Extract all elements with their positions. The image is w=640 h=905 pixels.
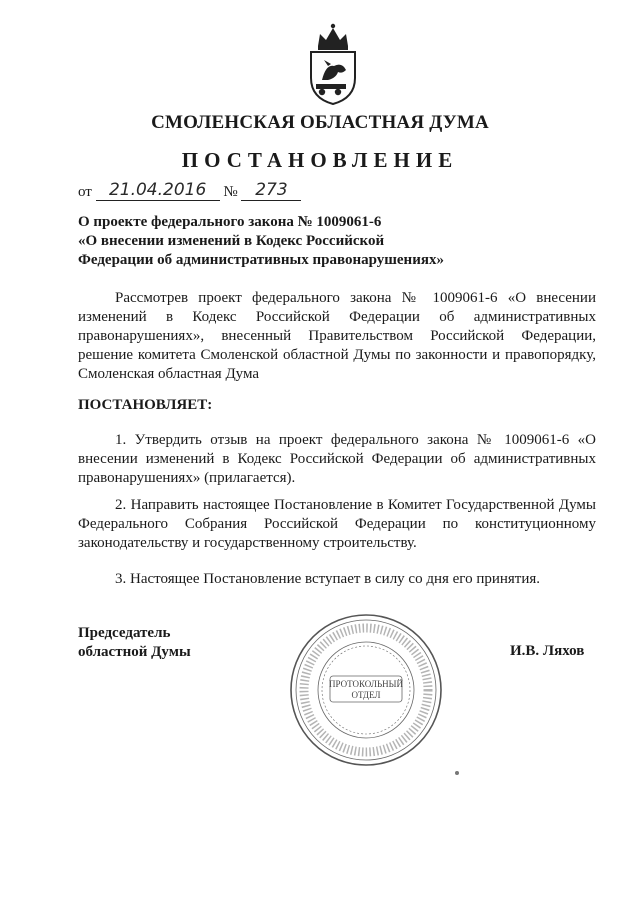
subject-line: «О внесении изменений в Кодекс Российской — [78, 233, 385, 249]
subject-line: О проекте федерального закона № 1009061-6 — [78, 214, 382, 230]
handwritten-number: 273 — [241, 180, 301, 201]
signatory-title-line: областной Думы — [78, 644, 191, 660]
resolution-item-1: 1. Утвердить отзыв на проект федерального закона № 1009061-6 «О внесении изменений в Кодекс Российской Федерации об административных правонарушениях» (прилагается). — [78, 432, 596, 486]
signatory-title — [78, 624, 191, 662]
document-type-title: ПОСТАНОВЛЕНИЕ — [181, 148, 459, 172]
resolves-heading: ПОСТАНОВЛЯЕТ: — [78, 397, 213, 413]
subject-line: Федерации об административных правонарушениях» — [78, 252, 444, 268]
coat-of-arms-emblem — [298, 20, 368, 106]
intro-paragraph: Рассмотрев проект федерального закона № 1009061-6 «О внесении изменений в Кодекс Российской Федерации об административных правонарушениях», внесенный Правительством Российской Федерации, решение комитета Смоленской областной Думы по законности и правопорядку, Смоленская областная Дума — [78, 290, 596, 382]
handwritten-date: 21.04.2016 — [96, 180, 220, 201]
number-prefix: № — [223, 184, 238, 200]
organization-name: СМОЛЕНСКАЯ ОБЛАСТНАЯ ДУМА — [151, 112, 489, 133]
date-prefix: от — [78, 184, 92, 200]
stamp-center-line: ОТДЕЛ — [351, 690, 381, 700]
signatory-name: И.В. Ляхов — [510, 643, 585, 659]
scan-mark — [455, 771, 459, 775]
official-stamp — [288, 612, 444, 768]
stamp-center-line: ПРОТОКОЛЬНЫЙ — [329, 679, 403, 689]
date-number-row — [78, 180, 301, 201]
signatory-title-line: Председатель — [78, 625, 171, 641]
resolution-item-3: 3. Настоящее Постановление вступает в силу со дня его принятия. — [115, 571, 541, 587]
resolution-item-2: 2. Направить настоящее Постановление в Комитет Государственной Думы Федерального Собрания Российской Федерации по конституционному законодательству и государственному строительству. — [78, 497, 596, 551]
document-subject — [78, 213, 498, 270]
